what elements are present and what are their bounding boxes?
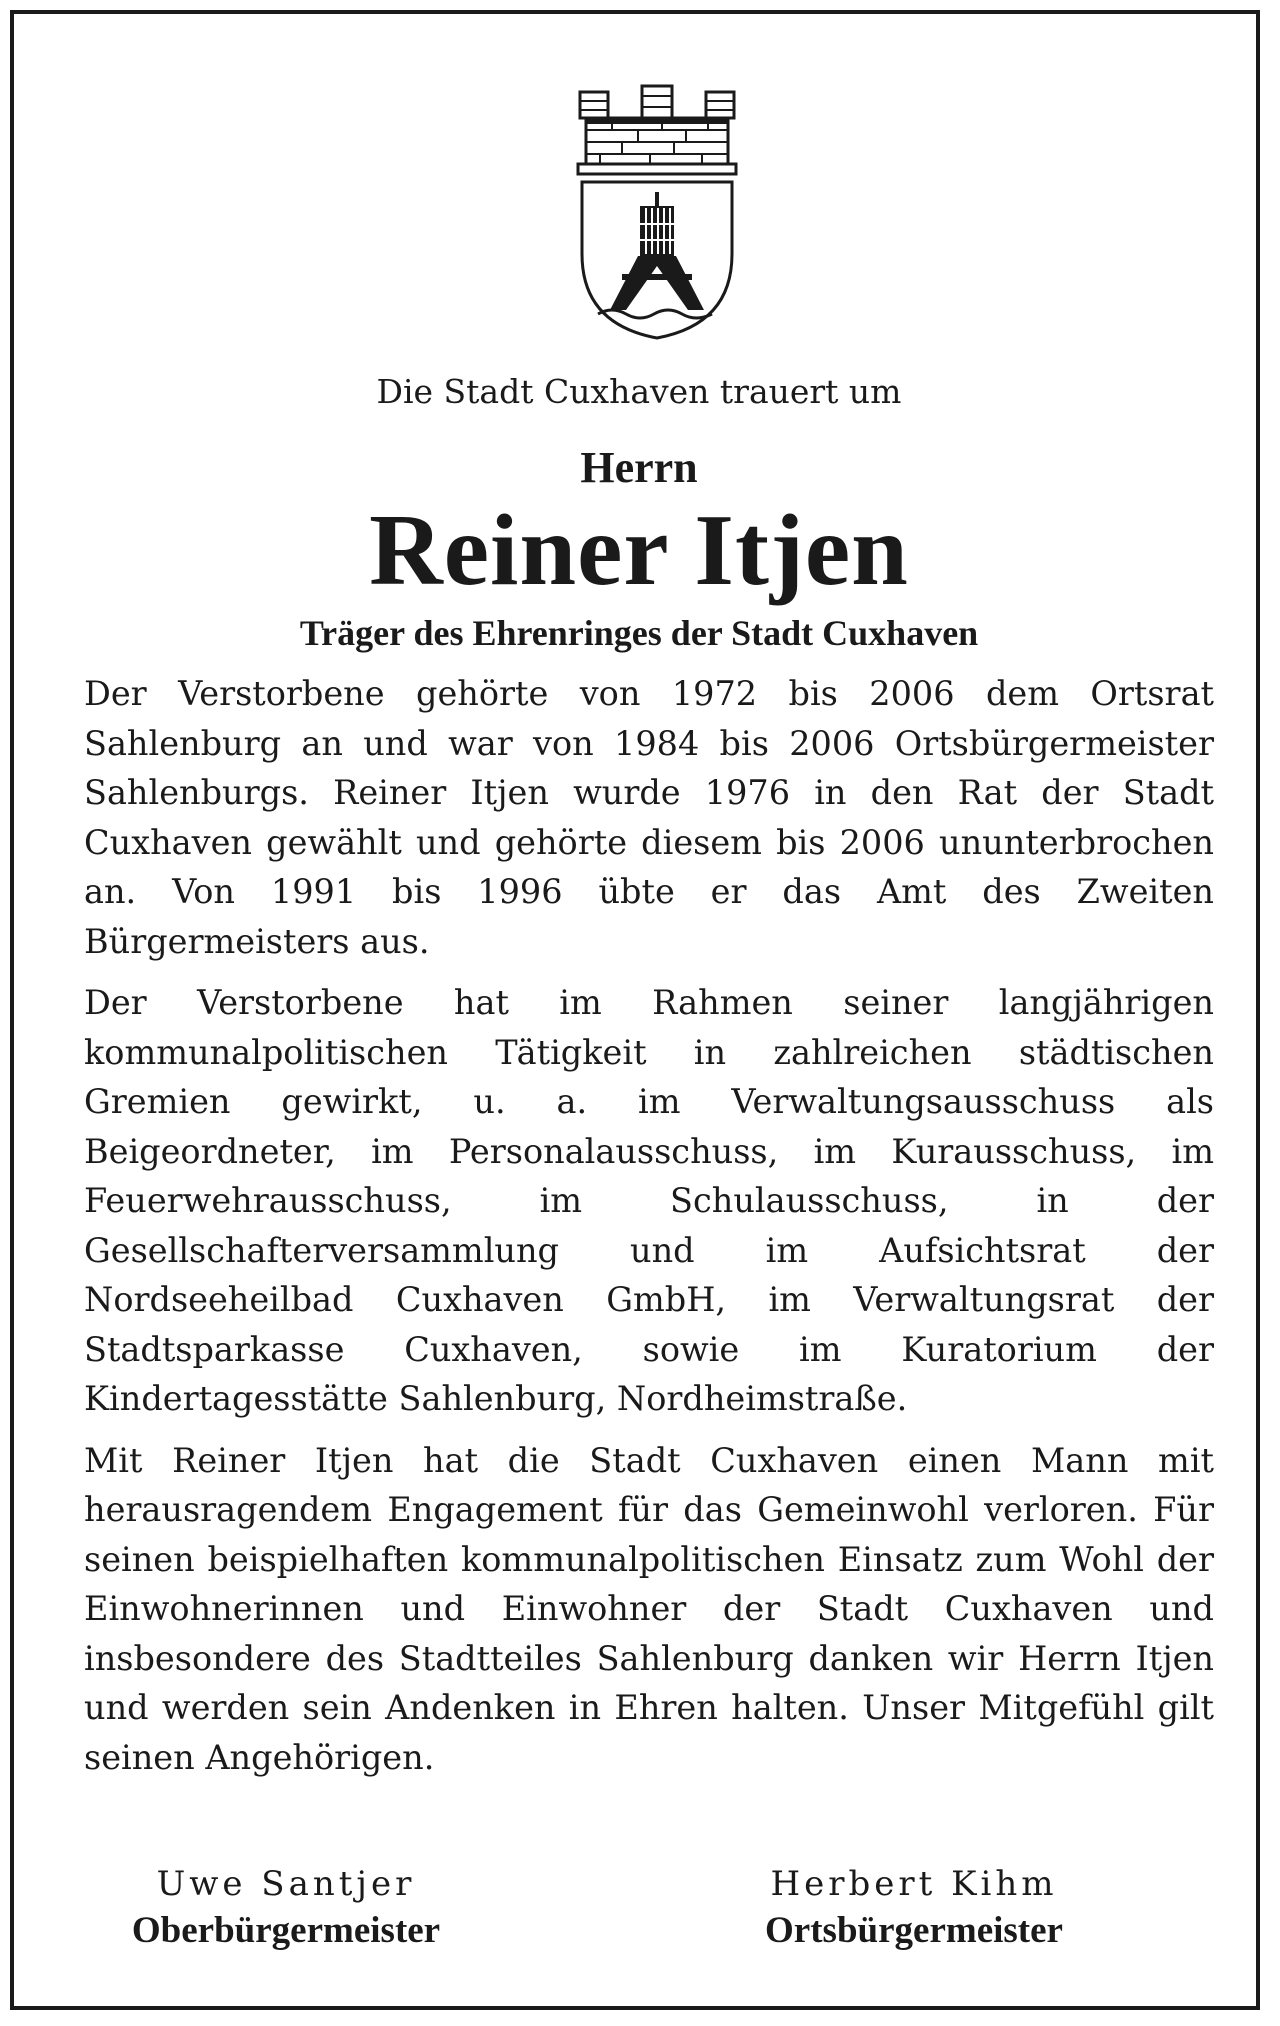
paragraph: Der Verstorbene hat im Rahmen seiner langjährigen kommunalpolitischen Tätigkeit in zahlreichen städtischen Gremien gewirkt, u. a. im Verwaltungsausschuss als Beigeordneter, im Personalausschuss, im Kurausschuss, im Feuerwehrausschuss, im Schulausschuss, in der Gesellschafterversammlung und im Aufsichtsrat der Nordseeheilbad Cuxhaven GmbH, im Verwaltungsrat der Stadtsparkasse Cuxhaven, sowie im Kuratorium der Kindertagesstätte Sahlenburg, Nordheimstraße. <box>84 983 1214 1418</box>
signature-block <box>664 1862 1164 1956</box>
signatory-role: Oberbürgermeister <box>131 1910 441 1951</box>
obituary-notice <box>10 10 1260 2010</box>
salutation: Herrn <box>580 443 698 492</box>
signatory-name: Herbert Kihm <box>770 1864 1058 1904</box>
deceased-name: Reiner Itjen <box>369 494 909 607</box>
honor-title: Träger des Ehrenringes der Stadt Cuxhaven <box>299 613 979 653</box>
paragraph: Mit Reiner Itjen hat die Stadt Cuxhaven einen Mann mit herausragendem Engagement für das Gemeinwohl verloren. Für seinen beispielhaften kommunalpolitischen Einsatz zum Wohl der Einwohnerinnen und Einwohner der Stadt Cuxhaven und insbesondere des Stadtteiles Sahlenburg danken wir Herrn Itjen und werden sein Andenken in Ehren halten. Unser Mitgefühl gilt seinen Angehörigen. <box>84 1440 1214 1777</box>
paragraph: Der Verstorbene gehörte von 1972 bis 2006 dem Ortsrat Sahlenburg an und war von 1984 bis 2006 Ortsbürgermeister Sahlenburgs. Reiner Itjen wurde 1976 in den Rat der Stadt Cuxhaven gewählt und gehörte diesem bis 2006 ununterbrochen an. Von 1991 bis 1996 übte er das Amt des Zweiten Bürgermeisters aus. <box>84 674 1214 961</box>
intro-line: Die Stadt Cuxhaven trauert um <box>376 372 902 411</box>
signature-block <box>36 1862 536 1956</box>
signatory-name: Uwe Santjer <box>156 1864 416 1904</box>
signatory-role: Ortsbürgermeister <box>765 1910 1063 1951</box>
cuxhaven-coat-of-arms-icon <box>562 74 752 344</box>
obituary-body <box>84 669 1214 1794</box>
